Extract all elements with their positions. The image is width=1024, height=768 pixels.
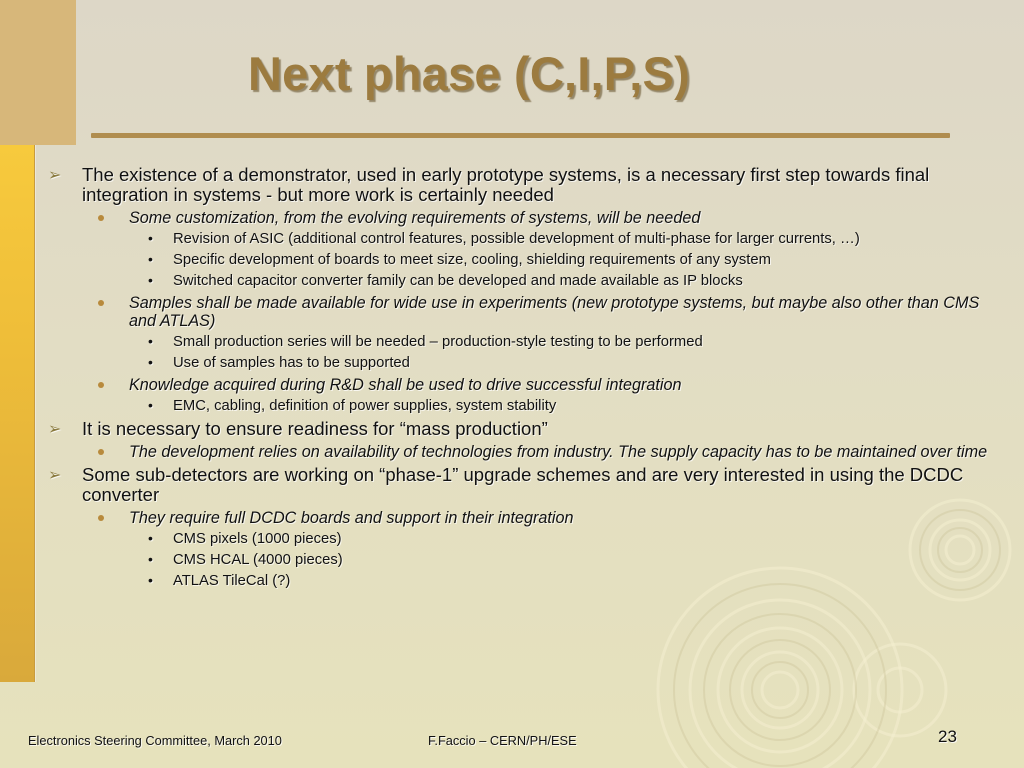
footer-author: F.Faccio – CERN/PH/ESE <box>428 733 577 748</box>
bullet-level2-text: Samples shall be made available for wide use in experiments (new prototype systems, but maybe also other than CMS and ATLAS) <box>129 294 980 330</box>
bullet-icon: • <box>148 397 153 413</box>
bullet-level3-text: ATLAS TileCal (?) <box>173 573 291 589</box>
bullet-level2-text: The development relies on availability of technologies from industry. The supply capacity has to be maintained over time <box>129 443 988 461</box>
page-number: 23 <box>938 727 957 746</box>
bullet-level1-text: It is necessary to ensure readiness for “mass production” <box>82 418 548 439</box>
bullet-icon: • <box>148 551 153 567</box>
dot-icon <box>98 515 104 521</box>
bullet-level3-text: CMS HCAL (4000 pieces) <box>173 552 343 568</box>
dot-icon <box>98 215 104 221</box>
bullet-level2-text: They require full DCDC boards and support in their integration <box>129 509 574 527</box>
bullet-icon: • <box>148 530 153 546</box>
bullet-level3 <box>48 552 993 569</box>
bullet-icon: • <box>148 251 153 267</box>
bullet-level2-text: Some customization, from the evolving requirements of systems, will be needed <box>129 209 701 227</box>
bullet-level1-text: Some sub-detectors are working on “phase-1” upgrade schemes and are very interested in using the DCDC converter <box>82 464 964 505</box>
bullet-icon: • <box>148 354 153 370</box>
bullet-level3 <box>48 398 993 415</box>
bullet-level3-text: EMC, cabling, definition of power supplies, system stability <box>173 398 557 414</box>
bullet-icon: • <box>148 333 153 349</box>
dot-icon <box>98 449 104 455</box>
bullet-level3-text: Small production series will be needed – production-style testing to be performed <box>173 334 703 350</box>
slide-title: Next phase (C,I,P,S) <box>248 47 690 100</box>
bullet-level1 <box>48 419 993 439</box>
bullet-level3 <box>48 231 993 248</box>
bullet-level3 <box>48 355 993 372</box>
chevron-right-icon: ➢ <box>48 421 62 438</box>
corner-decoration <box>0 0 76 145</box>
bullet-level3 <box>48 334 993 351</box>
bullet-level2 <box>48 209 993 227</box>
bullet-icon: • <box>148 230 153 246</box>
bullet-level1 <box>48 165 993 205</box>
bullet-level3-text: Specific development of boards to meet size, cooling, shielding requirements of any system <box>173 252 771 268</box>
footer-event: Electronics Steering Committee, March 2010 <box>28 733 282 748</box>
bullet-level3 <box>48 252 993 269</box>
bullet-level2 <box>48 376 993 394</box>
left-accent-bar <box>0 145 35 682</box>
bullet-level1-text: The existence of a demonstrator, used in early prototype systems, is a necessary first step towards final integration in systems - but more work is certainly needed <box>82 164 930 205</box>
slide-content <box>48 165 993 594</box>
bullet-level2-text: Knowledge acquired during R&D shall be used to drive successful integration <box>129 376 682 394</box>
chevron-right-icon: ➢ <box>48 167 62 184</box>
bullet-level3 <box>48 531 993 548</box>
bullet-level3 <box>48 573 993 590</box>
bullet-level3-text: CMS pixels (1000 pieces) <box>173 531 342 547</box>
bullet-level2 <box>48 443 993 461</box>
title-underline <box>91 133 950 138</box>
bullet-level2 <box>48 294 993 330</box>
dot-icon <box>98 382 104 388</box>
bullet-level2 <box>48 509 993 527</box>
bullet-level3-text: Use of samples has to be supported <box>173 355 410 371</box>
chevron-right-icon: ➢ <box>48 467 62 484</box>
bullet-level3-text: Switched capacitor converter family can be developed and made available as IP blocks <box>173 273 743 289</box>
bullet-icon: • <box>148 572 153 588</box>
bullet-level1 <box>48 465 993 505</box>
bullet-icon: • <box>148 272 153 288</box>
dot-icon <box>98 300 104 306</box>
bullet-level3-text: Revision of ASIC (additional control features, possible development of multi-phase for larger currents, …) <box>173 231 860 247</box>
bullet-level3 <box>48 273 993 290</box>
